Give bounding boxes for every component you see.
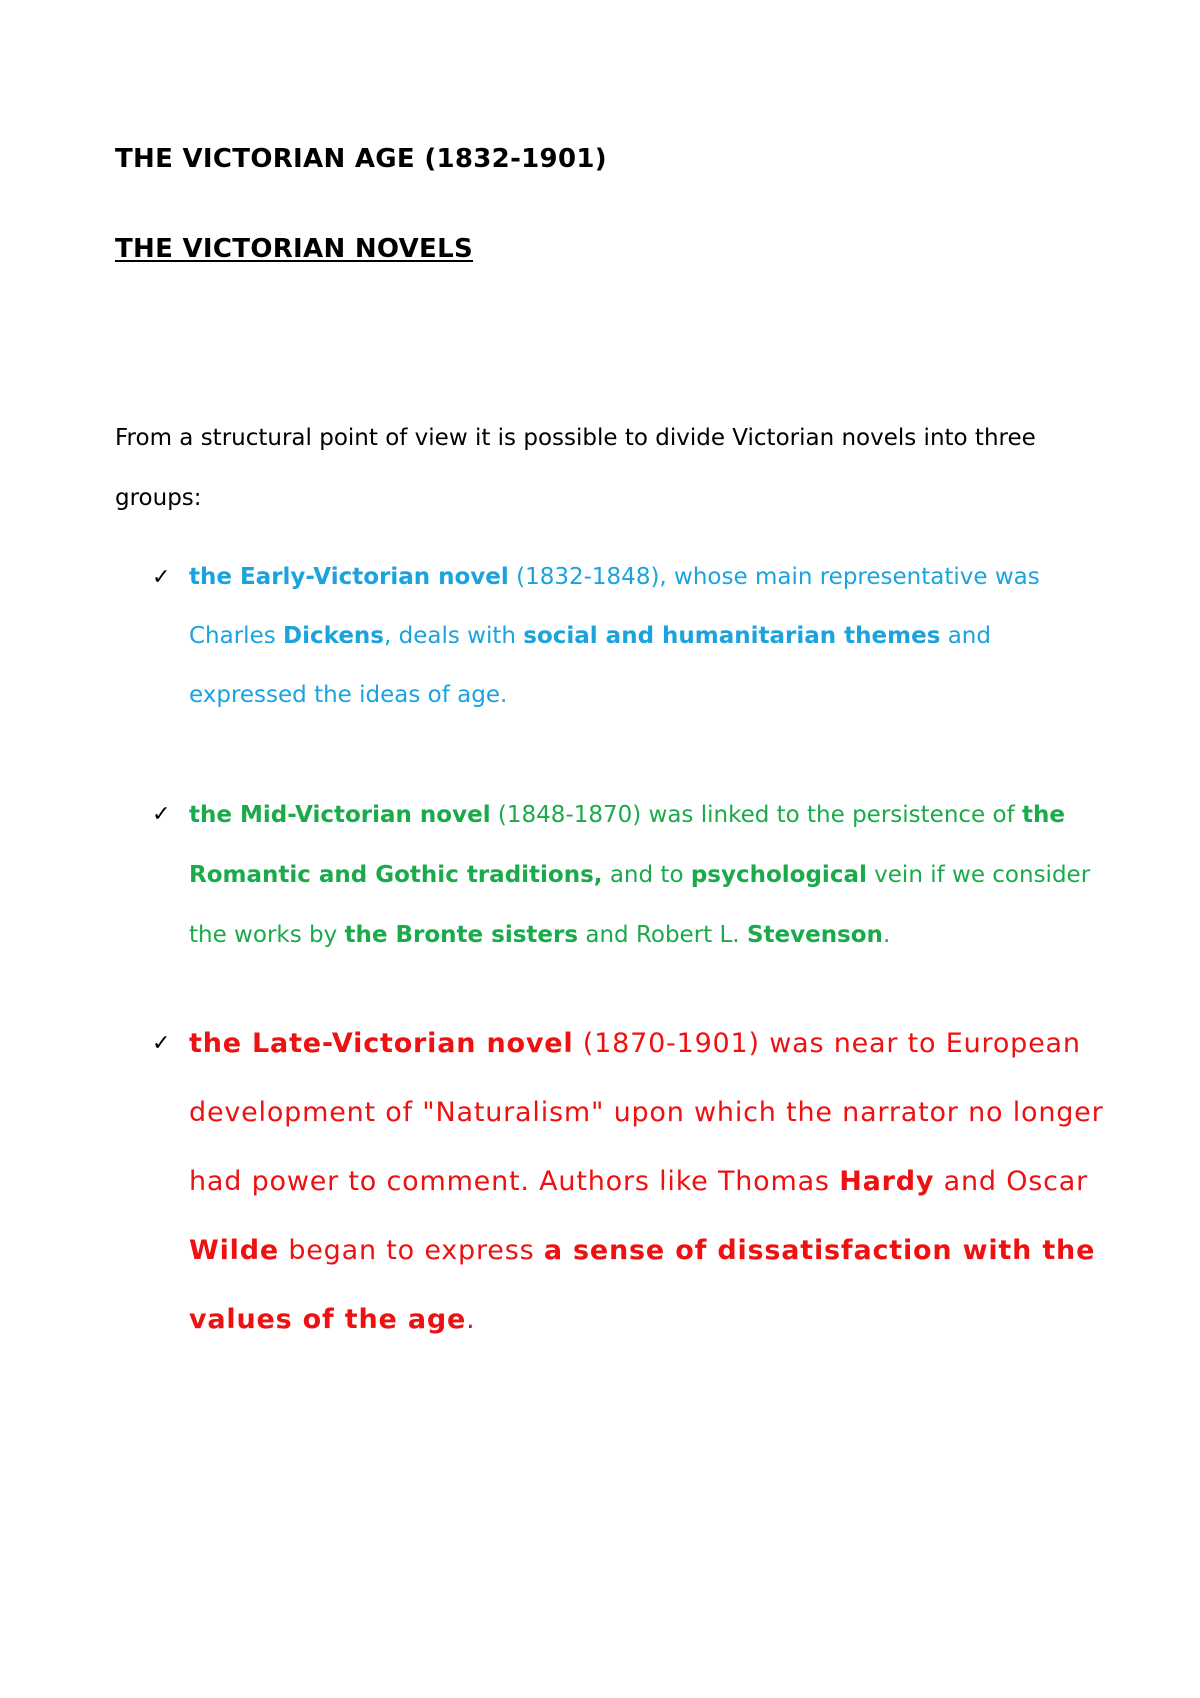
checkmark-icon: ✓ (152, 565, 171, 590)
late-dissatisfaction: a sense of dissatisfaction with the values of the age (189, 1235, 1096, 1335)
list-item-early-victorian (152, 548, 1112, 725)
section-heading: THE VICTORIAN NOVELS (115, 234, 473, 264)
early-text-2: , deals with (383, 623, 524, 649)
late-victorian-text (189, 1009, 1112, 1354)
list-item-late-victorian (152, 1009, 1112, 1354)
mid-traditions: the Romantic and Gothic traditions, (189, 802, 1065, 888)
mid-text-1: (1848-1870) was linked to the persistence of (490, 802, 1022, 828)
list-item-mid-victorian (152, 785, 1112, 965)
late-term: the Late-Victorian novel (189, 1028, 574, 1059)
late-text-1: (1870-1901) was near to European development of "Naturalism" upon which the narrator no longer had power to comment. Authors like Thomas (189, 1028, 1104, 1197)
late-author-wilde: Wilde (189, 1235, 279, 1266)
mid-psychological: psychological (690, 862, 867, 888)
mid-term: the Mid-Victorian novel (189, 802, 491, 828)
early-text-3: and expressed the ideas of age. (189, 623, 991, 708)
mid-text-5: . (882, 922, 891, 948)
checkmark-icon: ✓ (152, 802, 171, 827)
mid-text-2: and to (602, 862, 691, 888)
mid-bronte-sisters: the Bronte sisters (344, 922, 579, 948)
late-text-4: . (466, 1304, 476, 1335)
intro-paragraph: From a structural point of view it is possible to divide Victorian novels into three groups: (115, 425, 1036, 511)
mid-text-3: vein if we consider the works by (189, 862, 1091, 948)
document-title: THE VICTORIAN AGE (1832-1901) (115, 144, 607, 174)
early-victorian-text (189, 548, 1112, 725)
late-author-hardy: Hardy (839, 1166, 935, 1197)
early-themes: social and humanitarian themes (523, 623, 941, 649)
late-text-3: began to express (278, 1235, 544, 1266)
checkmark-icon: ✓ (152, 1031, 171, 1056)
early-author-dickens: Dickens (283, 623, 384, 649)
mid-text-4: and Robert L. (578, 922, 747, 948)
late-text-2: and Oscar (934, 1166, 1089, 1197)
early-text-1: (1832-1848), whose main representative was Charles (189, 564, 1040, 649)
mid-victorian-text (189, 785, 1112, 965)
mid-author-stevenson: Stevenson (746, 922, 883, 948)
early-term: the Early-Victorian novel (189, 564, 509, 590)
